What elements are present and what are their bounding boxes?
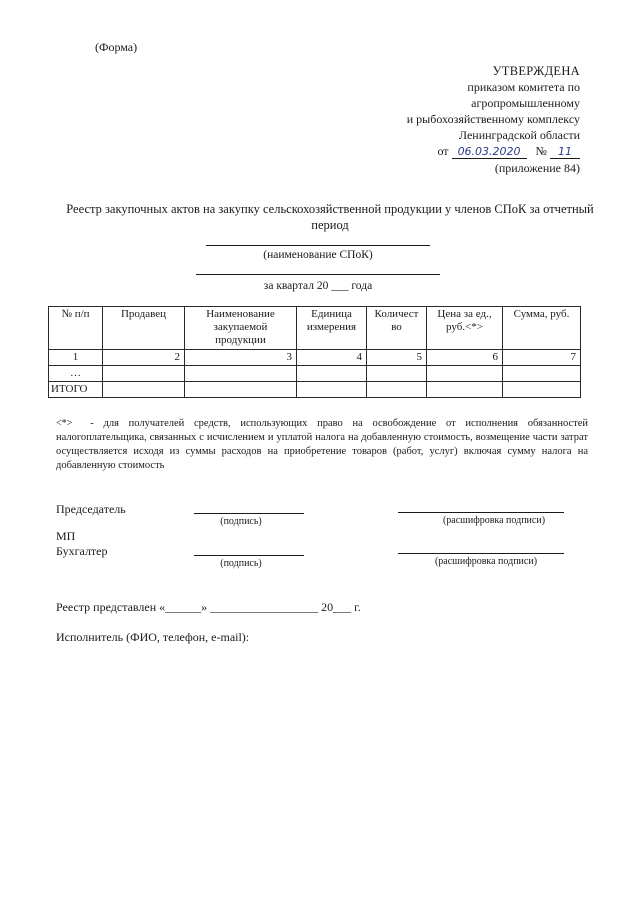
document-title: Реестр закупочных актов на закупку сельскохозяйственной продукции у членов СПоК за отчетный период (66, 202, 594, 232)
quarter-label: за квартал 20 ___ года (263, 280, 373, 292)
table-cell (427, 382, 503, 398)
col-number-cell: 5 (367, 350, 427, 366)
accountant-label: Бухгалтер (56, 544, 108, 558)
spok-name-caption: (наименование СПоК) (263, 249, 373, 261)
header-price: Цена за ед., руб.<*> (427, 307, 503, 350)
number-label: № (535, 144, 547, 158)
table-row (49, 382, 581, 398)
table-cell (427, 366, 503, 382)
appendix-label: (приложение 84) (494, 161, 580, 175)
chairman-signature-line (194, 513, 304, 514)
approval-block (407, 63, 580, 176)
quarter-top-line (196, 274, 440, 275)
executor-line: Исполнитель (ФИО, телефон, e-mail): (56, 630, 250, 644)
table-cell (185, 366, 297, 382)
table-row (49, 350, 581, 366)
approval-title: УТВЕРЖДЕНА (492, 64, 580, 78)
accountant-signature-line (194, 555, 304, 556)
approval-line-3: и рыбохозяйственному комплексу (406, 112, 580, 126)
submitted-line: Реестр представлен «______» __________________ 20___ г. (56, 600, 361, 614)
chairman-decipher-line (398, 512, 564, 513)
accountant-decipher-line (398, 553, 564, 554)
header-sum: Сумма, руб. (503, 307, 581, 350)
form-label: (Форма) (95, 40, 138, 54)
table-row (49, 366, 581, 382)
approval-line-1: приказом комитета по (467, 80, 580, 94)
header-seller: Продавец (103, 307, 185, 350)
table-cell (367, 382, 427, 398)
approval-line-4: Ленинградской области (458, 128, 580, 142)
table-cell (503, 382, 581, 398)
chairman-signature-caption: (подпись) (220, 516, 262, 527)
table-cell (297, 382, 367, 398)
table-cell (103, 382, 185, 398)
col-number-cell: 2 (103, 350, 185, 366)
approval-line-2: агропромышленному (471, 96, 580, 110)
col-number-cell: 4 (297, 350, 367, 366)
footnote-mark: <*> (56, 418, 73, 429)
ellipsis-cell: … (49, 366, 103, 382)
header-product: Наименование закупаемой продукции (185, 307, 297, 350)
accountant-decipher-caption: (расшифровка подписи) (434, 556, 538, 567)
from-label: от (437, 144, 449, 158)
footnote (56, 417, 588, 473)
table-cell (185, 382, 297, 398)
header-quantity: Количест во (367, 307, 427, 350)
accountant-signature-caption: (подпись) (220, 558, 262, 569)
order-date-line (407, 143, 580, 160)
chairman-label: Председатель (56, 502, 126, 516)
table-header-row (49, 307, 581, 350)
table-cell (367, 366, 427, 382)
table-cell (297, 366, 367, 382)
footnote-text: - для получателей средств, использующих право на освобождение от исполнения обязанностей налогоплательщика, связанных с исчислением и уплатой налога на добавленную стоимость, возмещение части затрат осуществляется исходя из суммы расходов на приобретение товаров (работ, услуг) включая сумму налога на добавленную стоимость (56, 418, 588, 471)
table-cell (103, 366, 185, 382)
col-number-cell: 1 (49, 350, 103, 366)
table-cell (503, 366, 581, 382)
col-number-cell: 6 (427, 350, 503, 366)
total-label-cell: ИТОГО (49, 382, 103, 398)
col-number-cell: 3 (185, 350, 297, 366)
handwritten-date: 06.03.2020 (452, 145, 527, 159)
header-number: № п/п (49, 307, 103, 350)
spok-name-line (206, 245, 430, 246)
col-number-cell: 7 (503, 350, 581, 366)
handwritten-number: 11 (550, 145, 580, 159)
chairman-decipher-caption: (расшифровка подписи) (442, 515, 546, 526)
register-table (48, 306, 581, 398)
header-unit: Единица измерения (297, 307, 367, 350)
seal-label: МП (56, 529, 76, 543)
